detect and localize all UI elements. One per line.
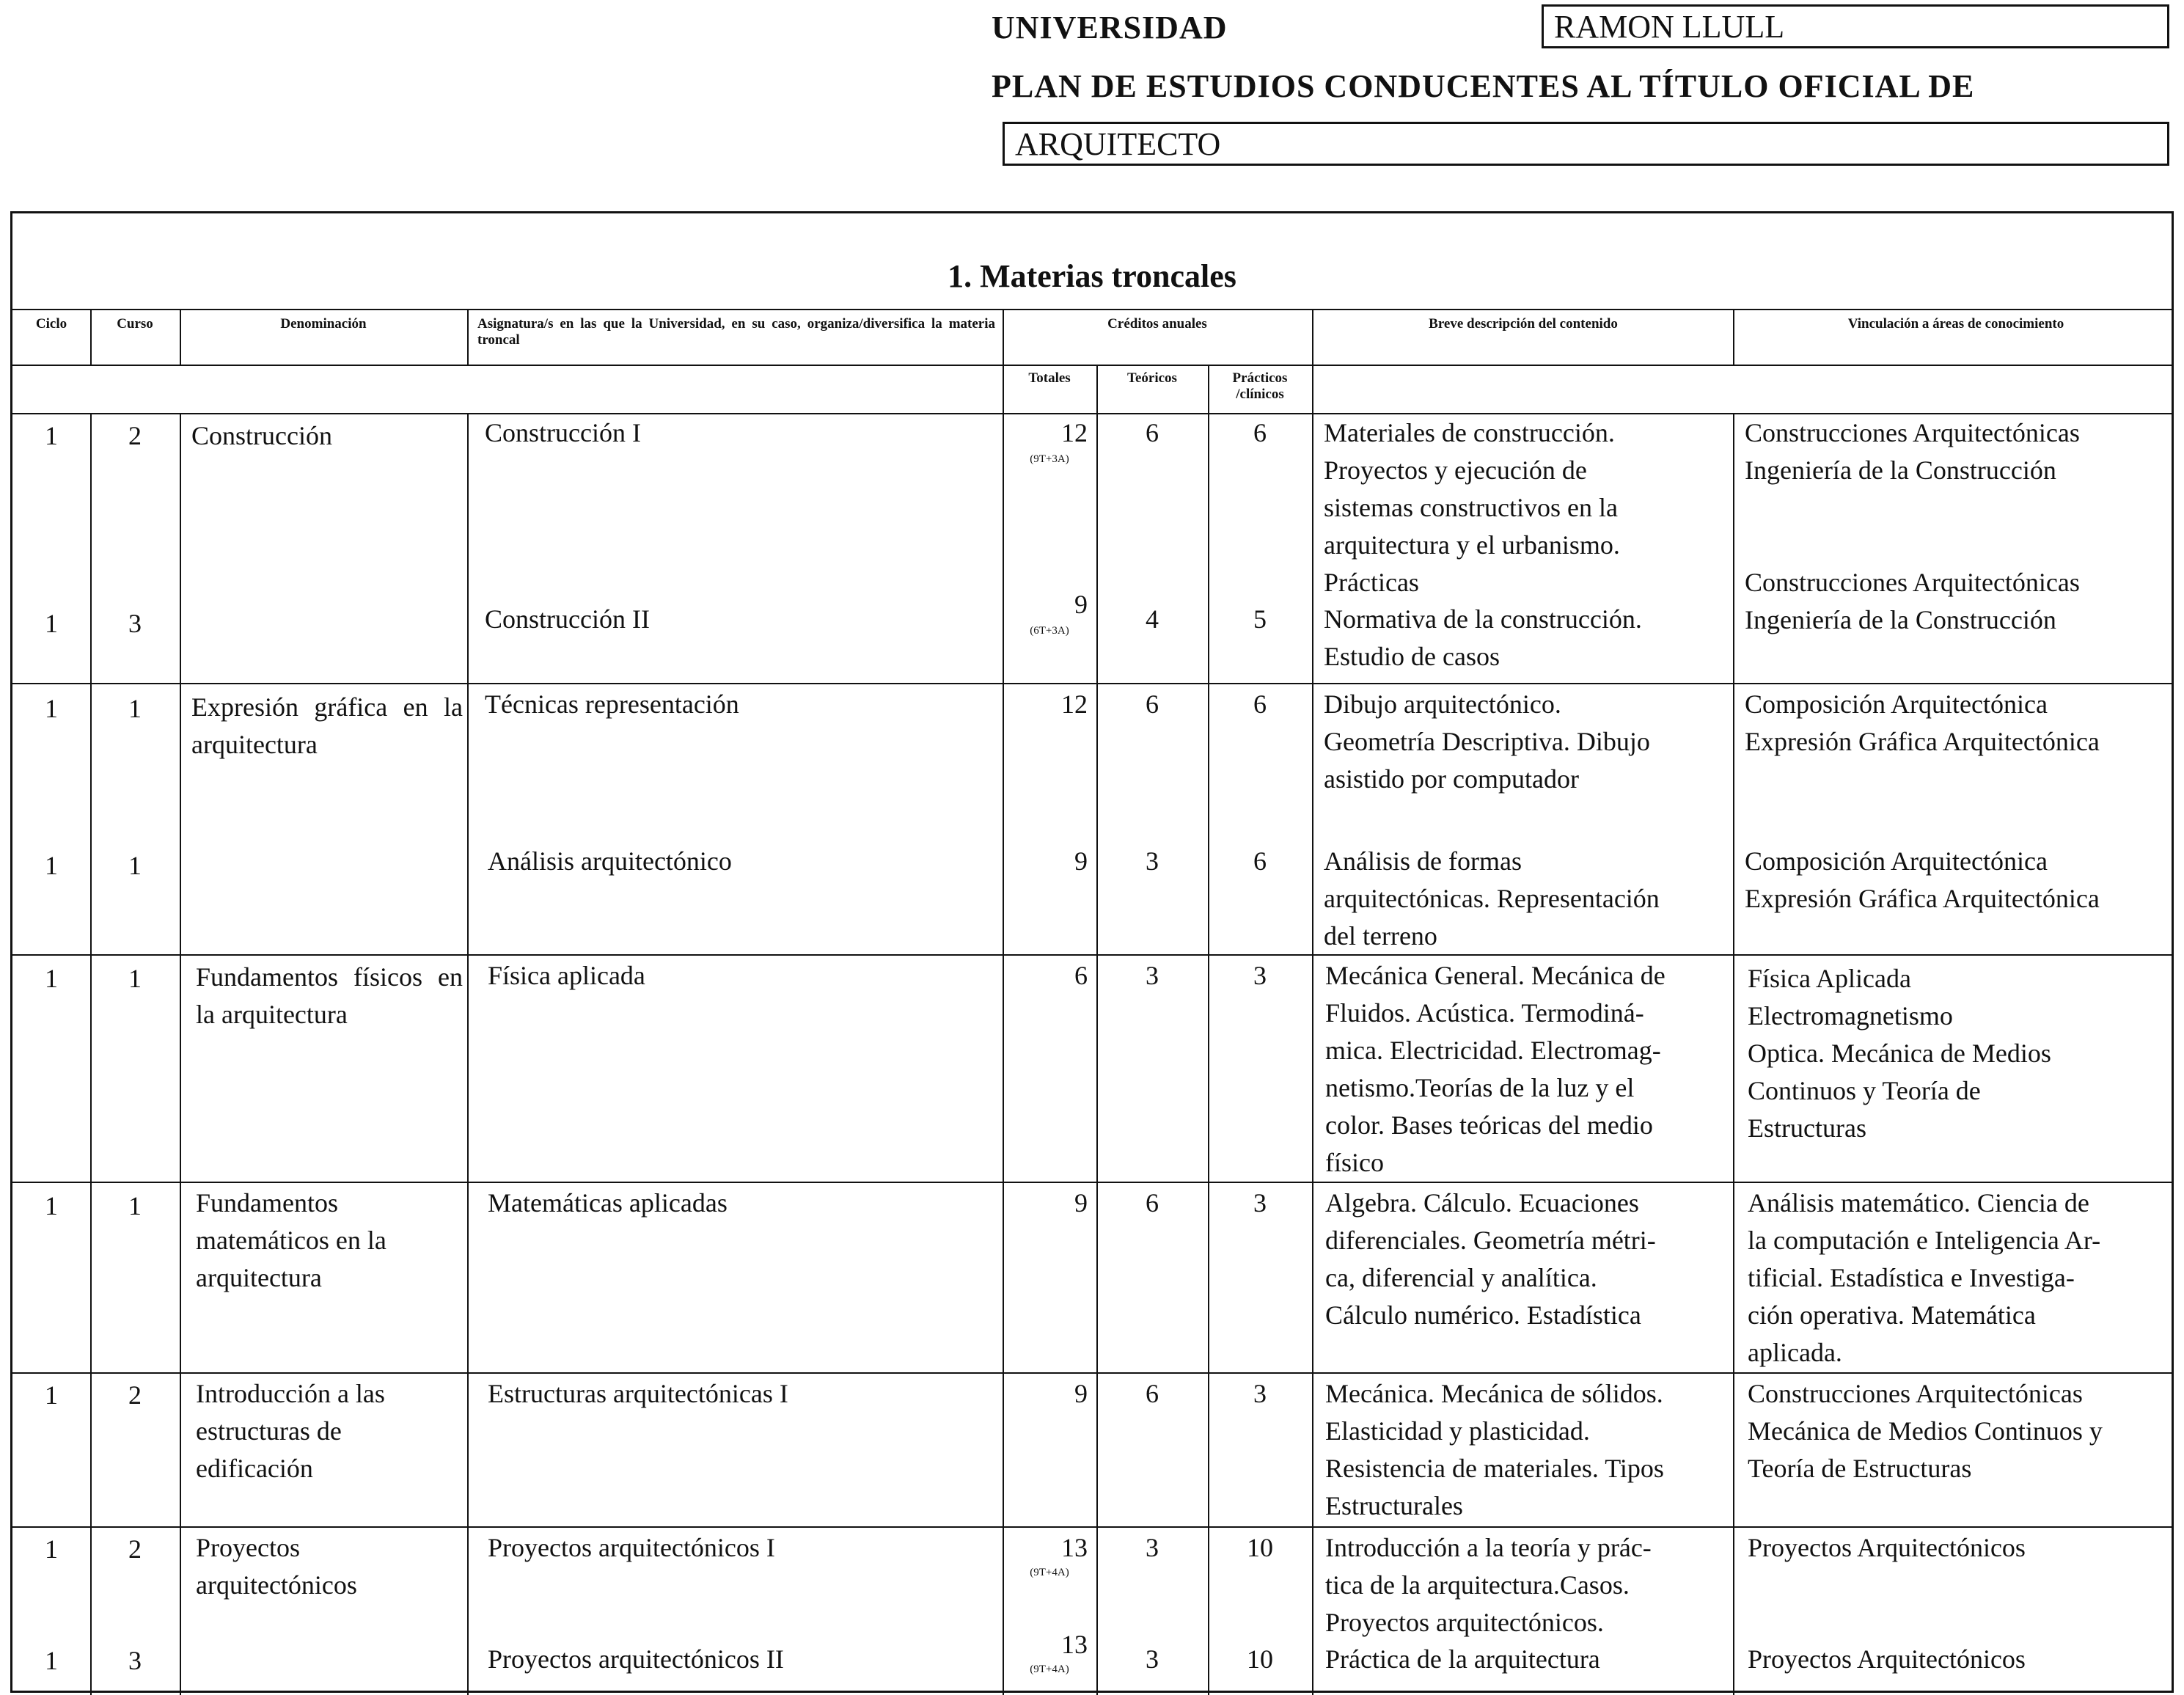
table-cell-teoricos: 3 <box>1146 1644 1159 1674</box>
col-header-curso: Curso <box>117 316 153 332</box>
table-cell-asignatura: Análisis arquitectónico <box>488 846 732 876</box>
table-cell-totales: 12 <box>1061 418 1088 447</box>
table-cell-asignatura: Técnicas representación <box>485 689 739 719</box>
table-cell-curso: 3 <box>128 1646 142 1675</box>
table-cell-descripcion: Mecánica. Mecánica de sólidos. Elasticidad y plasticidad. Resistencia de materiales. Tipos Estructurales <box>1325 1379 1664 1520</box>
table-cell-teoricos: 4 <box>1146 604 1159 634</box>
table-cell-descripcion: Mecánica General. Mecánica de Fluidos. Acústica. Termodiná- mica. Electricidad. Electromag- netismo.Teorías de la luz y el color. Bases teóricas del medio físico <box>1325 961 1666 1177</box>
table-cell-teoricos: 3 <box>1146 1533 1159 1562</box>
table-cell-ciclo: 1 <box>45 1534 58 1564</box>
col-header-vinculacion: Vinculación a áreas de conocimiento <box>1847 316 2064 332</box>
table-cell-descripcion: Algebra. Cálculo. Ecuaciones diferenciales. Geometría métri- ca, diferencial y analítica. Cálculo numérico. Estadística <box>1325 1188 1656 1330</box>
table-cell-practicos: 6 <box>1253 689 1267 719</box>
university-label: UNIVERSIDAD <box>992 10 1228 45</box>
table-cell-totales: 6 <box>1074 961 1088 990</box>
table-cell-practicos: 6 <box>1253 418 1267 447</box>
table-cell-totales: 12 <box>1061 689 1088 719</box>
table-cell-totales: 9 <box>1074 590 1088 619</box>
table-cell-curso: 3 <box>128 609 142 638</box>
table-cell-denominacion: Introducción a las estructuras de edificación <box>196 1379 385 1483</box>
table-cell-totales-note: (6T+3A) <box>1030 625 1069 637</box>
table-cell-curso: 1 <box>128 694 142 723</box>
table-cell-totales: 9 <box>1074 1188 1088 1218</box>
table-cell-curso: 1 <box>128 851 142 880</box>
table-cell-totales: 9 <box>1074 1379 1088 1408</box>
table-cell-curso: 2 <box>128 1380 142 1410</box>
table-cell-asignatura: Física aplicada <box>488 961 645 990</box>
table-cell-descripcion: Análisis de formas arquitectónicas. Representación del terreno <box>1324 846 1660 951</box>
plan-title: PLAN DE ESTUDIOS CONDUCENTES AL TÍTULO OFICIAL DE <box>992 68 1975 104</box>
table-cell-asignatura: Proyectos arquitectónicos I <box>488 1533 775 1562</box>
col-header-denominacion: Denominación <box>280 316 367 332</box>
table-cell-totales: 13 <box>1061 1533 1088 1562</box>
col-header-ciclo: Ciclo <box>35 316 67 332</box>
table-cell-curso: 2 <box>128 421 142 450</box>
table-cell-ciclo: 1 <box>45 609 58 638</box>
table-cell-practicos: 5 <box>1253 604 1267 634</box>
table-cell-asignatura: Construcción I <box>485 418 641 447</box>
table-cell-descripcion: Normativa de la construcción. Estudio de casos <box>1324 604 1642 671</box>
table-cell-practicos: 10 <box>1247 1533 1273 1562</box>
table-cell-ciclo: 1 <box>45 851 58 880</box>
university-name-field: RAMON LLULL <box>1542 4 2169 48</box>
table-cell-ciclo: 1 <box>45 1380 58 1410</box>
table-cell-totales: 9 <box>1074 846 1088 876</box>
table-cell-descripcion: Dibujo arquitectónico. Geometría Descriptiva. Dibujo asistido por computador <box>1324 689 1650 794</box>
col-header-totales: Totales <box>1028 370 1071 386</box>
table-cell-totales-note: (9T+3A) <box>1030 453 1069 465</box>
table-cell-totales: 13 <box>1061 1630 1088 1659</box>
table-cell-ciclo: 1 <box>45 964 58 993</box>
table-cell-practicos: 3 <box>1253 1379 1267 1408</box>
table-cell-ciclo: 1 <box>45 694 58 723</box>
table-cell-asignatura: Construcción II <box>485 604 650 634</box>
table-cell-curso: 1 <box>128 964 142 993</box>
col-header-practicos: Prácticos /clínicos <box>1232 370 1288 402</box>
table-cell-teoricos: 6 <box>1146 1188 1159 1218</box>
table-cell-vinculacion: Proyectos Arquitectónicos <box>1748 1644 2026 1674</box>
table-cell-ciclo: 1 <box>45 1191 58 1220</box>
table-cell-vinculacion: Construcciones Arquitectónicas Ingeniería de la Construcción <box>1745 418 2080 485</box>
table-cell-descripcion: Materiales de construcción. Proyectos y ejecución de sistemas constructivos en la arquitectura y el urbanismo. Prácticas <box>1324 418 1620 597</box>
table-cell-practicos: 3 <box>1253 961 1267 990</box>
table-cell-descripcion: Introducción a la teoría y prác- tica de la arquitectura.Casos. Proyectos arquitectónicos. <box>1325 1533 1652 1637</box>
table-cell-vinculacion: Proyectos Arquitectónicos <box>1748 1533 2026 1562</box>
table-cell-denominacion: Expresión gráfica en la arquitectura <box>191 692 463 759</box>
table-cell-vinculacion: Construcciones Arquitectónicas Ingeniería de la Construcción <box>1745 568 2080 634</box>
degree-field: ARQUITECTO <box>1003 122 2169 166</box>
table-cell-totales-note: (9T+4A) <box>1030 1567 1069 1578</box>
table-cell-curso: 2 <box>128 1534 142 1564</box>
table-cell-curso: 1 <box>128 1191 142 1220</box>
table-cell-denominacion: Fundamentos físicos en la arquitectura <box>196 962 463 1029</box>
col-header-teoricos: Teóricos <box>1127 370 1177 386</box>
table-title: 1. Materias troncales <box>948 258 1236 294</box>
table-cell-asignatura: Matemáticas aplicadas <box>488 1188 728 1218</box>
table-cell-vinculacion: Análisis matemático. Ciencia de la computación e Inteligencia Ar- tificial. Estadística e Investiga- ción operativa. Matemática aplicada. <box>1748 1188 2101 1367</box>
table-cell-ciclo: 1 <box>45 421 58 450</box>
table-cell-vinculacion: Física Aplicada Electromagnetismo Optica. Mecánica de Medios Continuos y Teoría de Estructuras <box>1748 964 2051 1143</box>
table-cell-practicos: 3 <box>1253 1188 1267 1218</box>
table-cell-asignatura: Proyectos arquitectónicos II <box>488 1644 784 1674</box>
table-cell-denominacion: Fundamentos matemáticos en la arquitectura <box>196 1188 386 1292</box>
col-header-creditos: Créditos anuales <box>1107 316 1207 332</box>
table-cell-vinculacion: Composición Arquitectónica Expresión Gráfica Arquitectónica <box>1745 689 2100 756</box>
table-cell-totales-note: (9T+4A) <box>1030 1663 1069 1675</box>
table-cell-teoricos: 3 <box>1146 961 1159 990</box>
table-cell-asignatura: Estructuras arquitectónicas I <box>488 1379 788 1408</box>
table-cell-teoricos: 6 <box>1146 418 1159 447</box>
table-cell-vinculacion: Construcciones Arquitectónicas Mecánica de Medios Continuos y Teoría de Estructuras <box>1748 1379 2103 1483</box>
materias-troncales-table <box>10 211 2174 1693</box>
table-cell-descripcion: Práctica de la arquitectura <box>1325 1644 1600 1674</box>
table-cell-teoricos: 6 <box>1146 1379 1159 1408</box>
table-cell-denominacion: Construcción <box>191 421 332 450</box>
col-header-asignaturas: Asignatura/s en las que la Universidad, en su caso, organiza/diversifica la materia troncal <box>477 316 995 348</box>
table-cell-practicos: 6 <box>1253 846 1267 876</box>
table-cell-vinculacion: Composición Arquitectónica Expresión Gráfica Arquitectónica <box>1745 846 2100 913</box>
table-cell-teoricos: 6 <box>1146 689 1159 719</box>
table-cell-teoricos: 3 <box>1146 846 1159 876</box>
table-cell-denominacion: Proyectos arquitectónicos <box>196 1533 357 1600</box>
col-header-descripcion: Breve descripción del contenido <box>1429 316 1618 332</box>
table-cell-ciclo: 1 <box>45 1646 58 1675</box>
table-cell-practicos: 10 <box>1247 1644 1273 1674</box>
